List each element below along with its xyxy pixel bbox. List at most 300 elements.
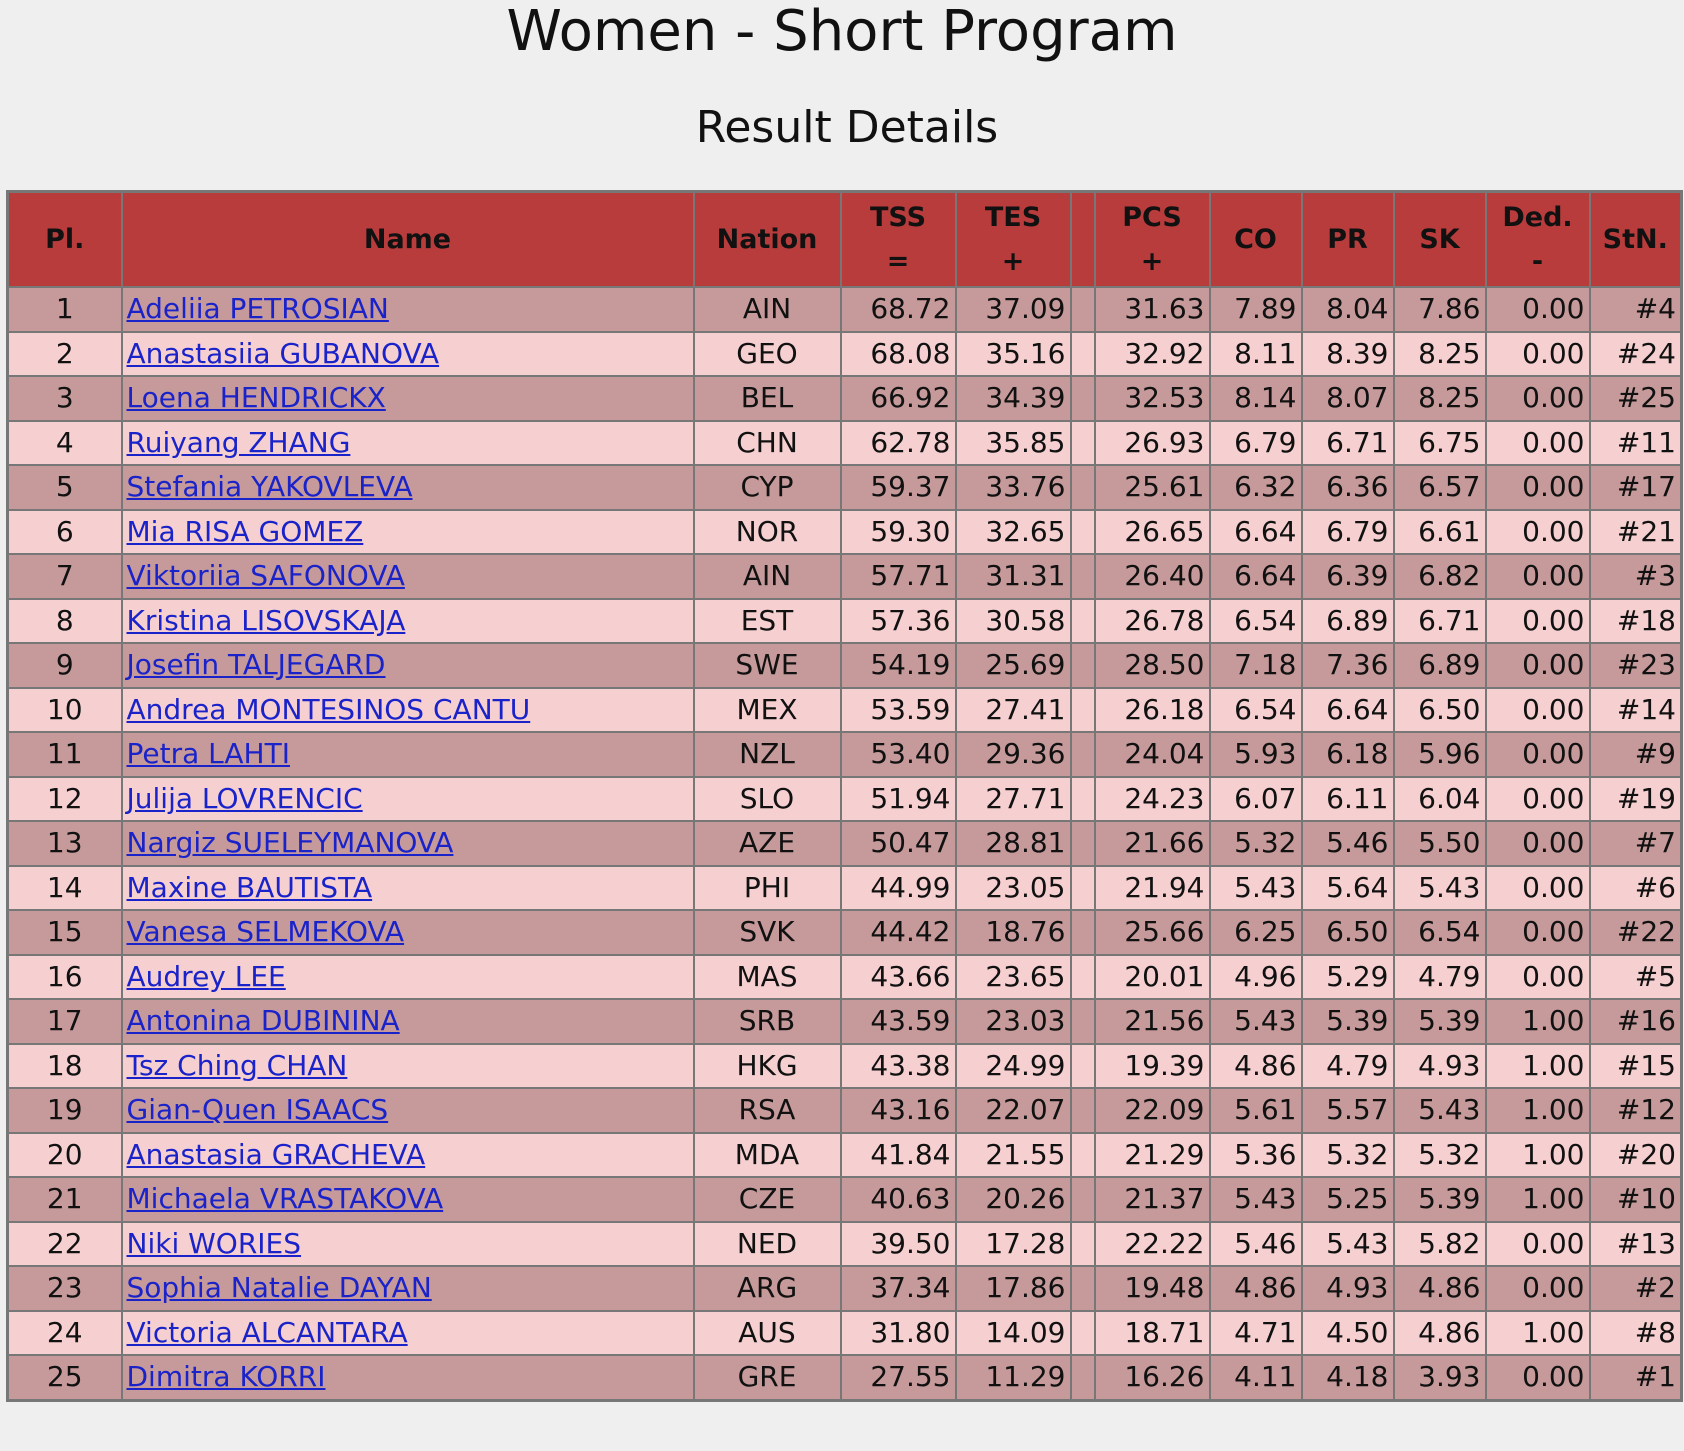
tss-cell: 53.59 [841,688,956,733]
nation-cell: NOR [694,510,841,555]
sk-cell: 5.82 [1394,1222,1486,1267]
spacer-cell [1071,465,1095,510]
sk-cell: 6.57 [1394,465,1486,510]
skater-name-link[interactable]: Andrea MONTESINOS CANTU [126,692,531,726]
spacer-cell [1071,599,1095,644]
sk-cell: 7.86 [1394,287,1486,332]
name-cell [122,421,694,466]
skater-name-link[interactable]: Niki WORIES [126,1226,302,1260]
place-cell: 3 [8,376,122,421]
name-cell [122,732,694,777]
column-header-spacer [1071,192,1095,288]
tss-cell: 40.63 [841,1177,956,1222]
co-cell: 6.25 [1210,910,1302,955]
spacer-cell [1071,510,1095,555]
pr-cell: 4.93 [1302,1266,1394,1311]
pcs-cell: 19.48 [1095,1266,1210,1311]
pcs-cell: 26.93 [1095,421,1210,466]
skater-name-link[interactable]: Nargiz SUELEYMANOVA [126,826,454,860]
tes-cell: 25.69 [956,643,1071,688]
name-cell [122,955,694,1000]
sk-cell: 5.39 [1394,999,1486,1044]
column-header-place: Pl. [8,192,122,288]
ded-cell: 1.00 [1486,1044,1590,1089]
tes-cell: 35.85 [956,421,1071,466]
tes-cell: 32.65 [956,510,1071,555]
pr-cell: 8.39 [1302,332,1394,377]
tss-cell: 53.40 [841,732,956,777]
place-cell: 14 [8,866,122,911]
tes-cell: 17.86 [956,1266,1071,1311]
tss-cell: 68.72 [841,287,956,332]
nation-cell: MAS [694,955,841,1000]
ded-cell: 0.00 [1486,866,1590,911]
name-cell [122,465,694,510]
co-cell: 5.46 [1210,1222,1302,1267]
tss-cell: 43.38 [841,1044,956,1089]
co-cell: 6.64 [1210,554,1302,599]
table-row [8,1044,1682,1089]
nation-cell: SVK [694,910,841,955]
tes-cell: 37.09 [956,287,1071,332]
skater-name-link[interactable]: Kristina LISOVSKAJA [126,603,406,637]
table-row [8,332,1682,377]
skater-name-link[interactable]: Josefin TALJEGARD [126,648,386,682]
place-cell: 21 [8,1177,122,1222]
sk-cell: 6.50 [1394,688,1486,733]
co-cell: 5.43 [1210,866,1302,911]
spacer-cell [1071,955,1095,1000]
pr-cell: 8.04 [1302,287,1394,332]
tss-cell: 43.59 [841,999,956,1044]
place-cell: 16 [8,955,122,1000]
ded-cell: 1.00 [1486,1133,1590,1178]
tes-cell: 23.03 [956,999,1071,1044]
column-header-ded: Ded. - [1486,192,1590,288]
nation-cell: RSA [694,1088,841,1133]
co-cell: 5.36 [1210,1133,1302,1178]
pcs-cell: 26.18 [1095,688,1210,733]
pcs-cell: 20.01 [1095,955,1210,1000]
tes-cell: 34.39 [956,376,1071,421]
sk-cell: 8.25 [1394,376,1486,421]
place-cell: 2 [8,332,122,377]
nation-cell: AIN [694,554,841,599]
name-cell [122,1088,694,1133]
start-number-cell: #16 [1590,999,1682,1044]
start-number-cell: #14 [1590,688,1682,733]
pr-cell: 6.71 [1302,421,1394,466]
table-row [8,1222,1682,1267]
table-row [8,866,1682,911]
sk-cell: 6.04 [1394,777,1486,822]
spacer-cell [1071,1355,1095,1400]
spacer-cell [1071,999,1095,1044]
name-cell [122,1133,694,1178]
ded-cell: 0.00 [1486,510,1590,555]
ded-cell: 1.00 [1486,1088,1590,1133]
co-cell: 4.86 [1210,1044,1302,1089]
place-cell: 22 [8,1222,122,1267]
nation-cell: GEO [694,332,841,377]
name-cell [122,1355,694,1400]
pcs-cell: 22.22 [1095,1222,1210,1267]
co-cell: 4.86 [1210,1266,1302,1311]
co-cell: 5.61 [1210,1088,1302,1133]
place-cell: 24 [8,1311,122,1356]
pr-cell: 6.79 [1302,510,1394,555]
tss-cell: 39.50 [841,1222,956,1267]
place-cell: 19 [8,1088,122,1133]
skater-name-link[interactable]: Julija LOVRENCIC [126,781,363,815]
table-header-row [8,192,1682,288]
spacer-cell [1071,1044,1095,1089]
ded-cell: 0.00 [1486,732,1590,777]
nation-cell: ARG [694,1266,841,1311]
tss-cell: 57.36 [841,599,956,644]
tss-cell: 41.84 [841,1133,956,1178]
place-cell: 11 [8,732,122,777]
sk-cell: 6.75 [1394,421,1486,466]
name-cell [122,287,694,332]
start-number-cell: #25 [1590,376,1682,421]
column-header-pcs: PCS + [1095,192,1210,288]
place-cell: 8 [8,599,122,644]
name-cell [122,999,694,1044]
pr-cell: 4.50 [1302,1311,1394,1356]
spacer-cell [1071,376,1095,421]
nation-cell: EST [694,599,841,644]
spacer-cell [1071,554,1095,599]
table-row [8,643,1682,688]
ded-cell: 0.00 [1486,821,1590,866]
skater-name-link[interactable]: Ruiyang ZHANG [126,425,351,459]
column-header-tss: TSS = [841,192,956,288]
tes-cell: 18.76 [956,910,1071,955]
pr-cell: 5.43 [1302,1222,1394,1267]
name-cell [122,1044,694,1089]
pr-cell: 5.39 [1302,999,1394,1044]
pr-cell: 6.36 [1302,465,1394,510]
tss-cell: 37.34 [841,1266,956,1311]
column-header-start-number: StN. [1590,192,1682,288]
skater-name-link[interactable]: Stefania YAKOVLEVA [126,470,413,504]
nation-cell: AIN [694,287,841,332]
place-cell: 10 [8,688,122,733]
skater-name-link[interactable]: Petra LAHTI [126,737,290,771]
start-number-cell: #12 [1590,1088,1682,1133]
table-row [8,821,1682,866]
name-cell [122,1222,694,1267]
start-number-cell: #15 [1590,1044,1682,1089]
pcs-cell: 25.61 [1095,465,1210,510]
co-cell: 4.11 [1210,1355,1302,1400]
skater-name-link[interactable]: Mia RISA GOMEZ [126,514,364,548]
spacer-cell [1071,866,1095,911]
nation-cell: NZL [694,732,841,777]
tss-cell: 51.94 [841,777,956,822]
pr-cell: 5.64 [1302,866,1394,911]
skater-name-link[interactable]: Adeliia PETROSIAN [126,292,389,326]
tes-cell: 21.55 [956,1133,1071,1178]
co-cell: 5.32 [1210,821,1302,866]
co-cell: 8.14 [1210,376,1302,421]
tss-cell: 68.08 [841,332,956,377]
pcs-cell: 31.63 [1095,287,1210,332]
tss-cell: 66.92 [841,376,956,421]
name-cell [122,866,694,911]
skater-name-link[interactable]: Viktoriia SAFONOVA [126,559,405,593]
tes-cell: 23.65 [956,955,1071,1000]
skater-name-link[interactable]: Victoria ALCANTARA [126,1315,408,1349]
sk-cell: 6.82 [1394,554,1486,599]
start-number-cell: #4 [1590,287,1682,332]
skater-name-link[interactable]: Dimitra KORRI [126,1360,326,1394]
skater-name-link[interactable]: Michaela VRASTAKOVA [126,1182,444,1216]
tes-cell: 22.07 [956,1088,1071,1133]
table-row [8,732,1682,777]
tss-cell: 59.37 [841,465,956,510]
tss-cell: 57.71 [841,554,956,599]
tes-cell: 28.81 [956,821,1071,866]
co-cell: 8.11 [1210,332,1302,377]
pcs-cell: 26.40 [1095,554,1210,599]
skater-name-link[interactable]: Maxine BAUTISTA [126,870,373,904]
place-cell: 17 [8,999,122,1044]
skater-name-link[interactable]: Audrey LEE [126,959,286,993]
name-cell [122,510,694,555]
co-cell: 6.54 [1210,688,1302,733]
tes-cell: 35.16 [956,332,1071,377]
table-row [8,999,1682,1044]
skater-name-link[interactable]: Anastasiia GUBANOVA [126,336,440,370]
page-title: Women - Short Program [506,0,1178,64]
sk-cell: 5.43 [1394,1088,1486,1133]
ded-cell: 0.00 [1486,910,1590,955]
skater-name-link[interactable]: Antonina DUBININA [126,1004,400,1038]
pr-cell: 4.18 [1302,1355,1394,1400]
name-cell [122,688,694,733]
spacer-cell [1071,421,1095,466]
start-number-cell: #13 [1590,1222,1682,1267]
skater-name-link[interactable]: Anastasia GRACHEVA [126,1137,426,1171]
pcs-cell: 21.66 [1095,821,1210,866]
tes-cell: 14.09 [956,1311,1071,1356]
tes-cell: 33.76 [956,465,1071,510]
spacer-cell [1071,1177,1095,1222]
nation-cell: BEL [694,376,841,421]
name-cell [122,599,694,644]
co-cell: 5.93 [1210,732,1302,777]
table-row [8,287,1682,332]
pcs-cell: 32.53 [1095,376,1210,421]
table-row [8,554,1682,599]
pcs-cell: 32.92 [1095,332,1210,377]
column-header-sk: SK [1394,192,1486,288]
start-number-cell: #6 [1590,866,1682,911]
start-number-cell: #21 [1590,510,1682,555]
ded-cell: 1.00 [1486,1311,1590,1356]
ded-cell: 0.00 [1486,688,1590,733]
pcs-cell: 24.04 [1095,732,1210,777]
start-number-cell: #20 [1590,1133,1682,1178]
pr-cell: 8.07 [1302,376,1394,421]
sk-cell: 5.96 [1394,732,1486,777]
nation-cell: AZE [694,821,841,866]
nation-cell: SLO [694,777,841,822]
start-number-cell: #10 [1590,1177,1682,1222]
tss-cell: 50.47 [841,821,956,866]
sk-cell: 4.86 [1394,1266,1486,1311]
place-cell: 18 [8,1044,122,1089]
ded-cell: 0.00 [1486,599,1590,644]
pr-cell: 5.57 [1302,1088,1394,1133]
pcs-cell: 24.23 [1095,777,1210,822]
table-row [8,688,1682,733]
tss-cell: 27.55 [841,1355,956,1400]
tss-cell: 59.30 [841,510,956,555]
tes-cell: 30.58 [956,599,1071,644]
pcs-cell: 26.65 [1095,510,1210,555]
start-number-cell: #19 [1590,777,1682,822]
nation-cell: SRB [694,999,841,1044]
skater-name-link[interactable]: Vanesa SELMEKOVA [126,915,405,949]
pcs-cell: 21.56 [1095,999,1210,1044]
column-header-co: CO [1210,192,1302,288]
spacer-cell [1071,1222,1095,1267]
sk-cell: 4.79 [1394,955,1486,1000]
spacer-cell [1071,777,1095,822]
nation-cell: CHN [694,421,841,466]
nation-cell: NED [694,1222,841,1267]
spacer-cell [1071,1311,1095,1356]
nation-cell: CZE [694,1177,841,1222]
column-header-tes: TES + [956,192,1071,288]
table-row [8,1088,1682,1133]
place-cell: 13 [8,821,122,866]
pr-cell: 6.11 [1302,777,1394,822]
co-cell: 6.64 [1210,510,1302,555]
spacer-cell [1071,1266,1095,1311]
tes-cell: 11.29 [956,1355,1071,1400]
pcs-cell: 21.37 [1095,1177,1210,1222]
start-number-cell: #8 [1590,1311,1682,1356]
skater-name-link[interactable]: Loena HENDRICKX [126,381,386,415]
nation-cell: MEX [694,688,841,733]
table-row [8,1177,1682,1222]
sk-cell: 6.61 [1394,510,1486,555]
sk-cell: 3.93 [1394,1355,1486,1400]
nation-cell: CYP [694,465,841,510]
ded-cell: 0.00 [1486,1355,1590,1400]
sk-cell: 4.93 [1394,1044,1486,1089]
tes-cell: 17.28 [956,1222,1071,1267]
name-cell [122,910,694,955]
nation-cell: SWE [694,643,841,688]
table-row [8,465,1682,510]
column-header-nation: Nation [694,192,841,288]
skater-name-link[interactable]: Sophia Natalie DAYAN [126,1271,432,1305]
spacer-cell [1071,1088,1095,1133]
sk-cell: 5.39 [1394,1177,1486,1222]
skater-name-link[interactable]: Tsz Ching CHAN [126,1048,348,1082]
nation-cell: HKG [694,1044,841,1089]
name-cell [122,332,694,377]
table-row [8,1133,1682,1178]
ded-cell: 0.00 [1486,376,1590,421]
spacer-cell [1071,643,1095,688]
tes-cell: 31.31 [956,554,1071,599]
place-cell: 20 [8,1133,122,1178]
pcs-cell: 16.26 [1095,1355,1210,1400]
name-cell [122,376,694,421]
skater-name-link[interactable]: Gian-Quen ISAACS [126,1093,389,1127]
start-number-cell: #11 [1590,421,1682,466]
place-cell: 4 [8,421,122,466]
spacer-cell [1071,910,1095,955]
name-cell [122,777,694,822]
pr-cell: 6.89 [1302,599,1394,644]
place-cell: 1 [8,287,122,332]
place-cell: 7 [8,554,122,599]
tes-cell: 24.99 [956,1044,1071,1089]
ded-cell: 0.00 [1486,465,1590,510]
ded-cell: 1.00 [1486,1177,1590,1222]
table-row [8,955,1682,1000]
pcs-cell: 28.50 [1095,643,1210,688]
tss-cell: 54.19 [841,643,956,688]
tss-cell: 43.66 [841,955,956,1000]
pr-cell: 5.32 [1302,1133,1394,1178]
place-cell: 23 [8,1266,122,1311]
name-cell [122,1311,694,1356]
place-cell: 9 [8,643,122,688]
table-row [8,910,1682,955]
co-cell: 5.43 [1210,1177,1302,1222]
start-number-cell: #17 [1590,465,1682,510]
column-header-name: Name [122,192,694,288]
start-number-cell: #3 [1590,554,1682,599]
tss-cell: 62.78 [841,421,956,466]
co-cell: 7.18 [1210,643,1302,688]
pcs-cell: 25.66 [1095,910,1210,955]
nation-cell: PHI [694,866,841,911]
ded-cell: 1.00 [1486,999,1590,1044]
start-number-cell: #5 [1590,955,1682,1000]
sk-cell: 6.54 [1394,910,1486,955]
pcs-cell: 18.71 [1095,1311,1210,1356]
pr-cell: 6.18 [1302,732,1394,777]
co-cell: 6.07 [1210,777,1302,822]
tss-cell: 44.99 [841,866,956,911]
ded-cell: 0.00 [1486,287,1590,332]
table-row [8,1355,1682,1400]
sk-cell: 8.25 [1394,332,1486,377]
nation-cell: MDA [694,1133,841,1178]
tss-cell: 31.80 [841,1311,956,1356]
pcs-cell: 22.09 [1095,1088,1210,1133]
table-row [8,599,1682,644]
start-number-cell: #18 [1590,599,1682,644]
pr-cell: 5.29 [1302,955,1394,1000]
tes-cell: 27.71 [956,777,1071,822]
table-row [8,1311,1682,1356]
sk-cell: 4.86 [1394,1311,1486,1356]
column-header-pr: PR [1302,192,1394,288]
co-cell: 7.89 [1210,287,1302,332]
place-cell: 6 [8,510,122,555]
table-row [8,777,1682,822]
